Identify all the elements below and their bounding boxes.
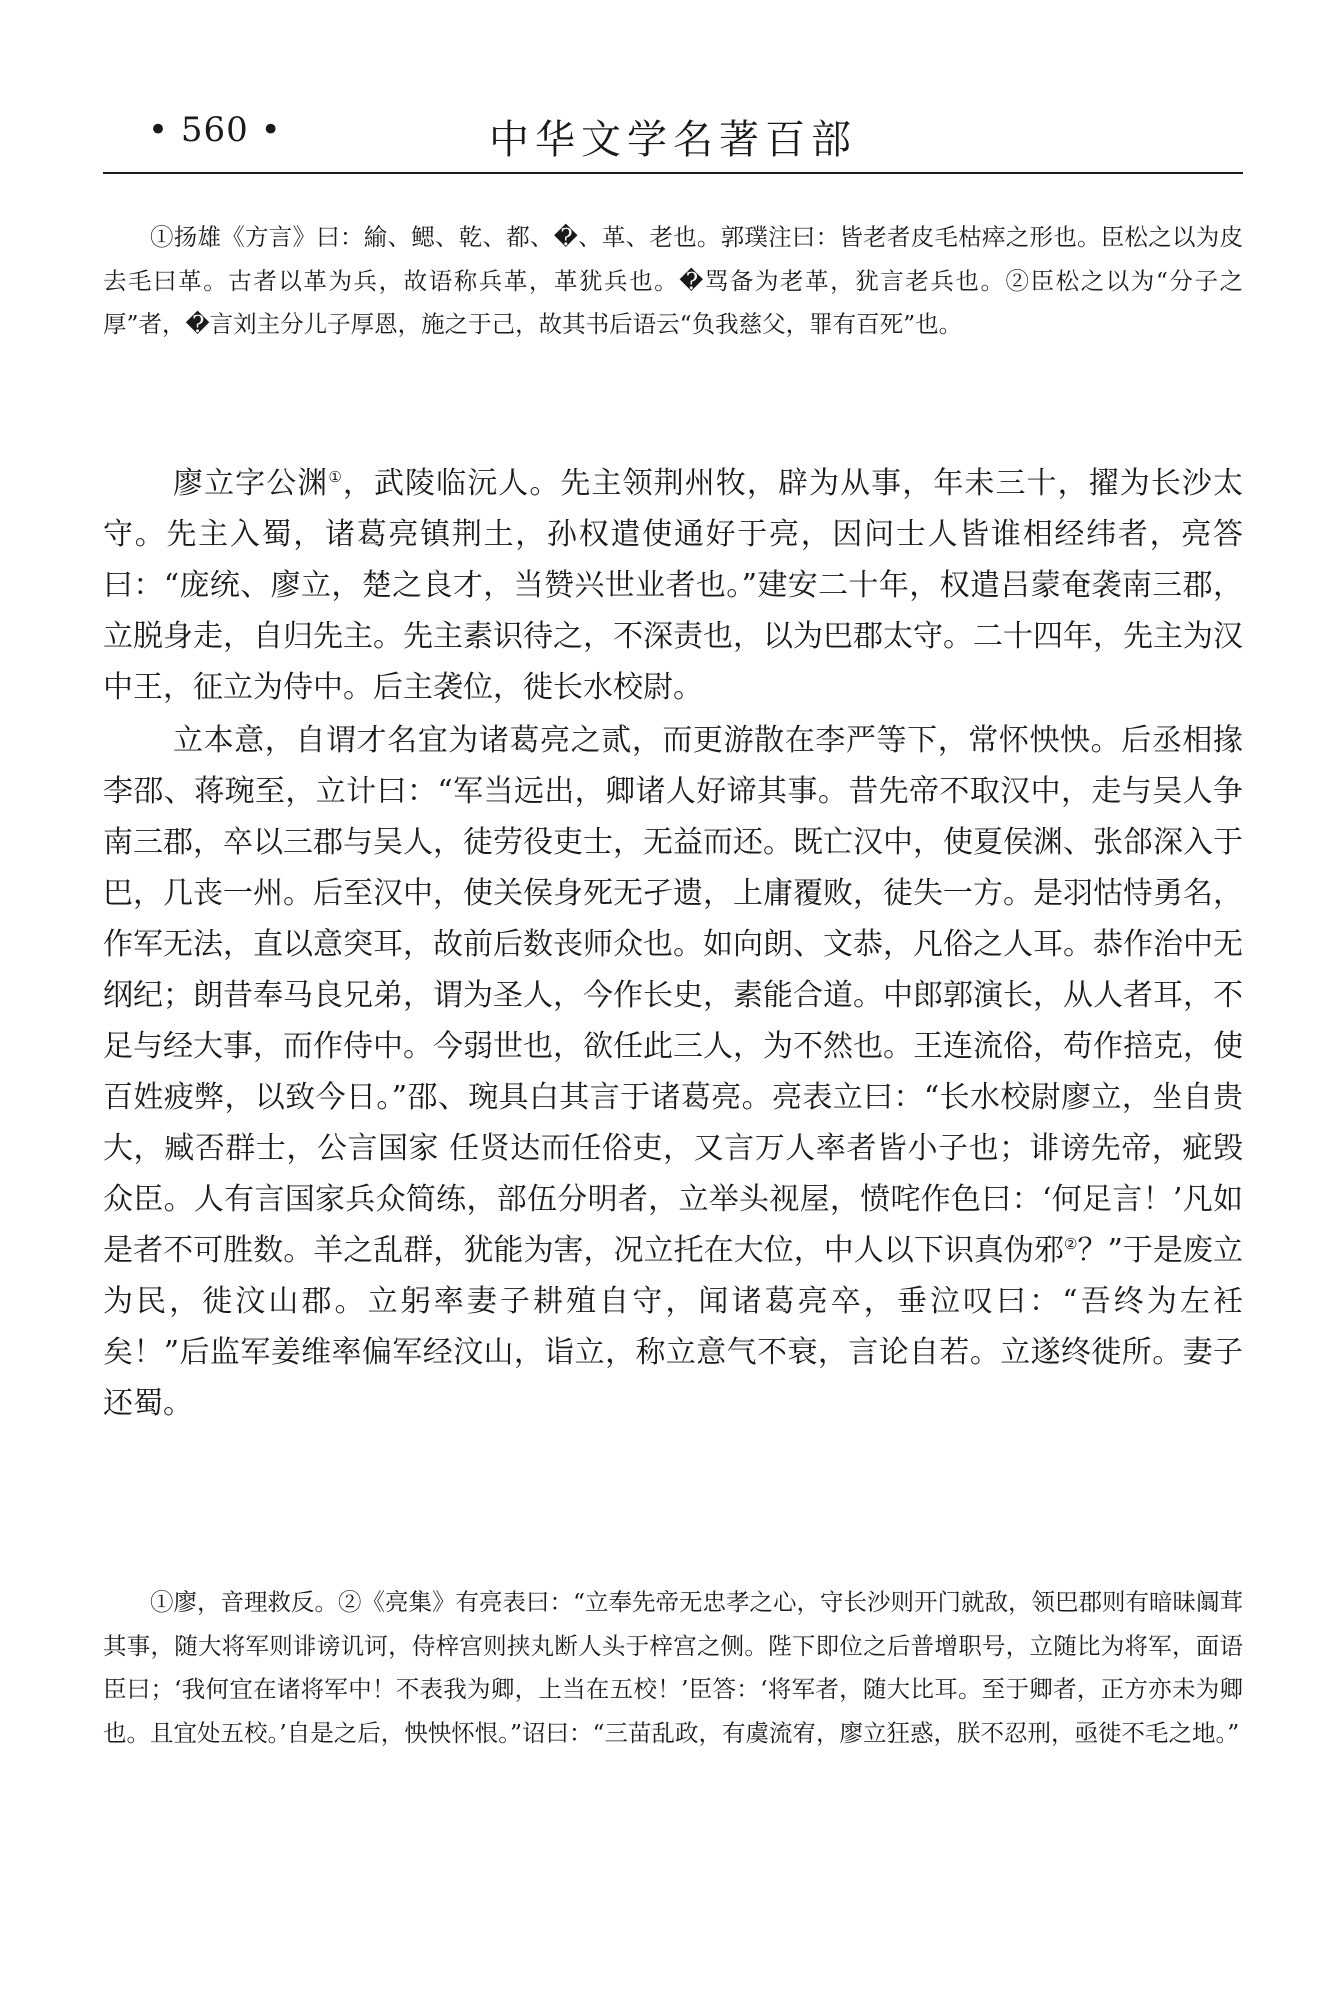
book-title: 中华文学名著百部 xyxy=(489,117,857,163)
paragraph-text: 廖立字公渊 xyxy=(173,466,329,501)
footnote-marker: ① xyxy=(328,468,343,486)
page-number: • 560 • xyxy=(148,110,282,150)
top-annotation xyxy=(103,216,1243,347)
paragraph-text: ，武陵临沅人。先主领荆州牧，辟为从事，年未三十，擢为长沙太守。先主入蜀，诸葛亮镇荆土，孙权遣使通好于亮，因问士人皆谁相经纬者，亮答曰：“庞统、廖立，楚之良才，当赞兴世业者也。”建安二十年，权遣吕蒙奄袭南三郡，立脱身走，自归先主。先主素识待之，不深责也，以为巴郡太守。二十四年，先主为汉中王，征立为侍中。后主袭位，徙长水校尉。 xyxy=(103,466,1244,705)
bottom-annotation xyxy=(103,1581,1243,1755)
paragraph-1 xyxy=(103,458,1243,713)
paragraph-text: ？”于是废立为民，徙汶山郡。立躬率妻子耕殖自守，闻诸葛亮卒，垂泣叹曰：“吾终为左衽矣！”后监军姜维率偏军经汶山，诣立，称立意气不衰，言论自若。立遂终徙所。妻子还蜀。 xyxy=(103,1233,1243,1421)
book-page xyxy=(103,0,1243,1997)
header-rule xyxy=(103,172,1243,174)
annotation-text: ①廖，音理救反。②《亮集》有亮表曰：“立奉先帝无忠孝之心，守长沙则开门就敌，领巴郡则有暗昧阘茸其事，随大将军则诽谤讥诃，侍梓宫则挟丸断人头于梓宫之侧。陛下即位之后普增职号，立随比为将军，面语臣曰；‘我何宜在诸将军中！不表我为卿，上当在五校！’臣答：‘将军者，随大比耳。至于卿者，正方亦未为卿也。且宜处五校。’自是之后，怏怏怀恨。”诏曰：“三苗乱政，有虞流宥，廖立狂惑，朕不忍刑，亟徙不毛之地。” xyxy=(103,1588,1244,1747)
footnote-marker: ② xyxy=(1064,1235,1078,1253)
page-header xyxy=(103,108,1243,168)
annotation-text: ①扬雄《方言》曰：緰、鳃、乾、都、�、革、老也。郭璞注曰：皆老者皮毛枯瘁之形也。臣松之以为皮去毛曰革。古者以革为兵，故语称兵革，革犹兵也。�骂备为老革，犹言老兵也。②臣松之以为“分子之厚”者，�言刘主分儿子厚恩，施之于己，故其书后语云“负我慈父，罪有百死”也。 xyxy=(103,223,1243,338)
paragraph-2 xyxy=(103,715,1243,1429)
paragraph-text: 立本意，自谓才名宜为诸葛亮之贰，而更游散在李严等下，常怀怏怏。后丞相掾李邵、蒋琬至，立计曰：“军当远出，卿诸人好谛其事。昔先帝不取汉中，走与吴人争南三郡，卒以三郡与吴人，徒劳役吏士，无益而还。既亡汉中，使夏侯渊、张郃深入于巴，几丧一州。后至汉中，使关侯身死无孑遗，上庸覆败，徒失一方。是羽怙恃勇名，作军无法，直以意突耳，故前后数丧师众也。如向朗、文恭，凡俗之人耳。恭作治中无纲纪；朗昔奉马良兄弟，谓为圣人，今作长史，素能合道。中郎郭演长，从人者耳，不足与经大事，而作侍中。今弱世也，欲任此三人，为不然也。王连流俗，苟作掊克，使百姓疲弊，以致今日。”邵、琬具白其言于诸葛亮。亮表立曰：“长水校尉廖立，坐自贵大，臧否群士，公言国家 任贤达而任俗吏，又言万人率者皆小子也；诽谤先帝，疵毁众臣。人有言国家兵众简练，部伍分明者，立举头视屋，愤咤作色曰：‘何足言！’凡如是者不可胜数。羊之乱群，犹能为害，况立托在大位，中人以下识真伪邪 xyxy=(103,723,1243,1268)
main-text xyxy=(103,458,1243,1429)
